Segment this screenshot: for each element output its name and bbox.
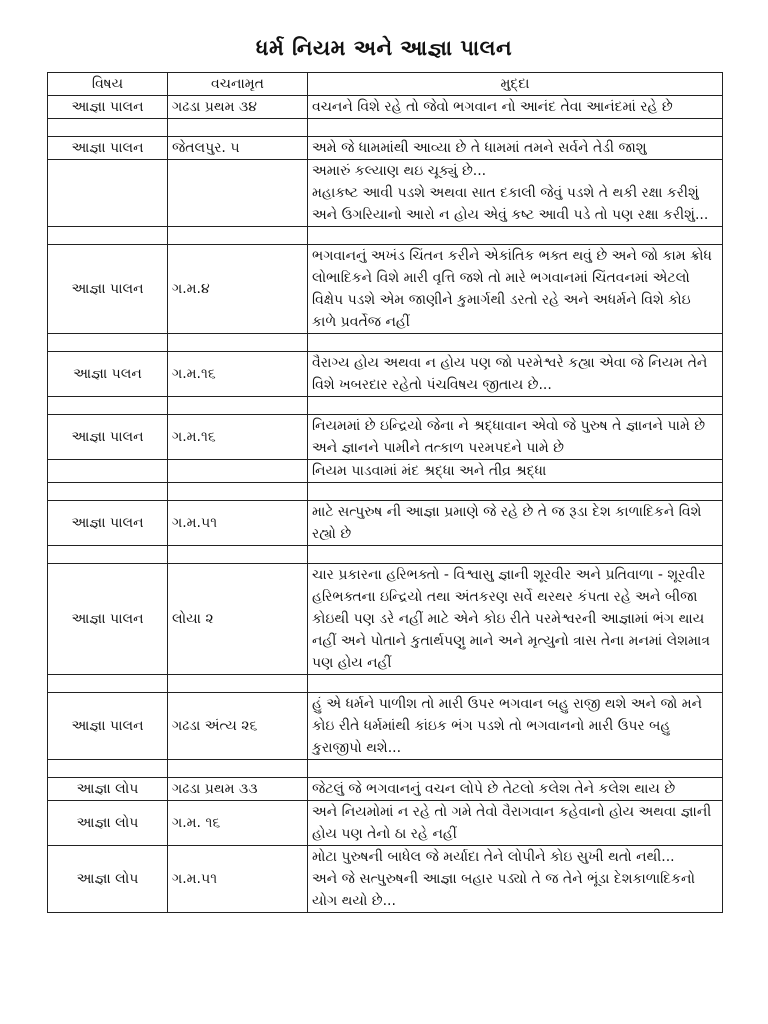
empty-cell — [308, 483, 723, 501]
reference-cell: ગ.મ.૧૬ — [168, 352, 308, 397]
empty-cell — [308, 397, 723, 415]
empty-cell — [168, 483, 308, 501]
table-row — [48, 501, 723, 546]
reference-cell: લોયા ૨ — [168, 564, 308, 675]
spacer-row — [48, 397, 723, 415]
reference-cell — [168, 460, 308, 483]
empty-cell — [48, 397, 168, 415]
point-cell: ચાર પ્રકારના હરિભક્તો - વિશ્વાસુ જ્ઞાની શૂરવીર અને પ્રતિવાળા - શૂરવીર હરિભક્તના ઇન્દ્રિયો તથા અંતકરણ સર્વે થરથર કંપતા રહે અને બીજા કોઇથી પણ ડરે નહીં માટે એને કોઇ રીતે પરમેશ્વરની આજ્ઞામાં ભંગ થાય નહીં અને પોતાને કુતાર્થપણુ માને અને મૃત્યુનો ત્રાસ તેના મનમાં લેશમાત્ર પણ હોય નહીં — [308, 564, 723, 675]
subject-cell — [48, 160, 168, 227]
subject-cell: આજ્ઞા પાલન — [48, 564, 168, 675]
subject-cell: આજ્ઞા લોપ — [48, 846, 168, 913]
header-point: મુદ્દા — [308, 73, 723, 96]
subject-cell: આજ્ઞા પાલન — [48, 693, 168, 760]
subject-cell: આજ્ઞા પાલન — [48, 501, 168, 546]
empty-cell — [308, 546, 723, 564]
reference-cell: ગઢડા અંત્ય ૨૬ — [168, 693, 308, 760]
spacer-row — [48, 760, 723, 778]
spacer-row — [48, 675, 723, 693]
empty-cell — [168, 227, 308, 245]
table-row — [48, 778, 723, 801]
point-cell: વચનને વિશે રહે તો જેવો ભગવાન નો આનંદ તેવા આનંદમાં રહે છે — [308, 96, 723, 119]
empty-cell — [308, 119, 723, 137]
reference-cell: ગ.મ. ૧૬ — [168, 801, 308, 846]
reference-cell: ગ.મ.૫૧ — [168, 846, 308, 913]
header-subject: વિષય — [48, 73, 168, 96]
table-row — [48, 415, 723, 460]
subject-cell: આજ્ઞા પલન — [48, 352, 168, 397]
empty-cell — [48, 760, 168, 778]
empty-cell — [168, 675, 308, 693]
subject-cell: આજ્ઞા પાલન — [48, 96, 168, 119]
subject-cell — [48, 460, 168, 483]
spacer-row — [48, 334, 723, 352]
reference-cell: ગ.મ.૧૬ — [168, 415, 308, 460]
point-cell: નિયમમાં છે ઇન્દ્રિયો જેના ને શ્રદ્ધાવાન એવો જે પુરુષ તે જ્ઞાનને પામે છે અને જ્ઞાનને પામીને તત્કાળ પરમપદને પામે છે — [308, 415, 723, 460]
spacer-row — [48, 119, 723, 137]
spacer-row — [48, 227, 723, 245]
table-row — [48, 846, 723, 913]
table-header-row — [48, 73, 723, 96]
empty-cell — [308, 760, 723, 778]
empty-cell — [168, 397, 308, 415]
subject-cell: આજ્ઞા પાલન — [48, 415, 168, 460]
point-cell: વૈરાગ્ય હોય અથવા ન હોય પણ જો પરમેશ્વરે કહ્યા એવા જે નિયમ તેને વિશે ખબરદાર રહેતો પંચવિષય જીતાય છે... — [308, 352, 723, 397]
table-body — [48, 96, 723, 913]
empty-cell — [168, 760, 308, 778]
point-cell: મોટા પુરુષની બાધેલ જે મર્યાદા તેને લોપીને કોઇ સુખી થતો નથી... અને જે સત્પુરુષની આજ્ઞા બહાર પડ્યો તે જ તેને ભૂંડા દેશકાળાદિકનો યોગ થયો છે... — [308, 846, 723, 913]
reference-cell — [168, 160, 308, 227]
point-cell: ભગવાનનું અખંડ ચિંતન કરીને એકાંતિક ભક્ત થવું છે અને જો કામ ક્રોધ લોભાદિકને વિશે મારી વૃત્તિ જશે તો મારે ભગવાનમાં ચિંતવનમાં એટલો વિક્ષેપ પડશે એમ જાણીને કુમાર્ગથી ડરતો રહે અને અધર્મને વિશે કોઇ કાળે પ્રવર્તેજ નહીં — [308, 245, 723, 334]
point-cell: અને નિયમોમાં ન રહે તો ગમે તેવો વૈરાગવાન કહેવાનો હોય અથવા જ્ઞાની હોય પણ તેનો ઠા રહે નહીં — [308, 801, 723, 846]
subject-cell: આજ્ઞા પાલન — [48, 137, 168, 160]
reference-cell: ગ.મ.૪ — [168, 245, 308, 334]
table-row — [48, 160, 723, 227]
empty-cell — [308, 675, 723, 693]
spacer-row — [48, 483, 723, 501]
table-row — [48, 137, 723, 160]
table-row — [48, 352, 723, 397]
empty-cell — [168, 119, 308, 137]
table-row — [48, 564, 723, 675]
reference-cell: ગ.મ.૫૧ — [168, 501, 308, 546]
point-cell: જેટલું જે ભગવાનનું વચન લોપે છે તેટલો કલેશ તેને કલેશ થાય છે — [308, 778, 723, 801]
point-cell: નિયમ પાડવામાં મંદ શ્રદ્ધા અને તીવ્ર શ્રદ્ધા — [308, 460, 723, 483]
spacer-row — [48, 546, 723, 564]
point-cell: માટે સત્પુરુષ ની આજ્ઞા પ્રમાણે જે રહે છે તે જ રૂડા દેશ કાળાદિકને વિશે રહ્યો છે — [308, 501, 723, 546]
empty-cell — [168, 546, 308, 564]
point-cell: હું એ ધર્મને પાળીશ તો મારી ઉપર ભગવાન બહુ રાજી થશે અને જો મને કોઇ રીતે ધર્મમાંથી કાંઇક ભંગ પડશે તો ભગવાનનો મારી ઉપર બહુ કુરાજીપો થશે... — [308, 693, 723, 760]
empty-cell — [48, 483, 168, 501]
table-row — [48, 245, 723, 334]
empty-cell — [168, 334, 308, 352]
empty-cell — [48, 334, 168, 352]
empty-cell — [48, 546, 168, 564]
table-row — [48, 801, 723, 846]
empty-cell — [48, 227, 168, 245]
point-cell: અમે જે ધામમાંથી આવ્યા છે તે ધામમાં તમને સર્વને તેડી જાશુ — [308, 137, 723, 160]
header-reference: વચનામૃત — [168, 73, 308, 96]
reference-cell: ગઢડા પ્રથમ ૩૩ — [168, 778, 308, 801]
empty-cell — [48, 675, 168, 693]
teachings-table — [47, 72, 723, 913]
subject-cell: આજ્ઞા પાલન — [48, 245, 168, 334]
empty-cell — [308, 334, 723, 352]
subject-cell: આજ્ઞા લોપ — [48, 778, 168, 801]
page-title: ધર્મ નિયમ અને આજ્ઞા પાલન — [255, 36, 513, 61]
point-cell: અમારું કલ્યાણ થઇ ચૂક્યું છે... મહાકષ્ટ આવી પડશે અથવા સાત દકાલી જેવું પડશે તે થકી રક્ષા કરીશું અને ઉગરિયાનો આરો ન હોય એવું કષ્ટ આવી પડે તો પણ રક્ષા કરીશું... — [308, 160, 723, 227]
reference-cell: ગઢડા પ્રથમ ૩૪ — [168, 96, 308, 119]
reference-cell: જેતલપુર. ૫ — [168, 137, 308, 160]
table-row — [48, 693, 723, 760]
subject-cell: આજ્ઞા લોપ — [48, 801, 168, 846]
empty-cell — [48, 119, 168, 137]
empty-cell — [308, 227, 723, 245]
table-row — [48, 96, 723, 119]
table-row — [48, 460, 723, 483]
